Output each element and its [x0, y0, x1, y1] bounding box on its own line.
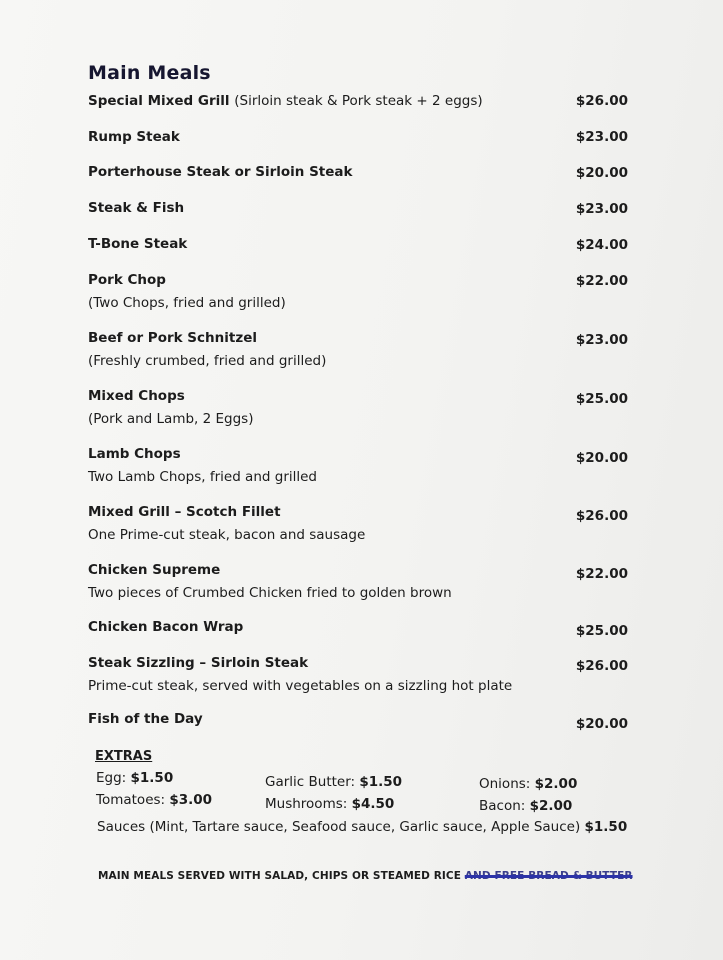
menu-item-price: $24.00	[575, 237, 628, 253]
extra-label: Egg:	[96, 770, 127, 786]
extra-label: Onions:	[479, 776, 531, 792]
menu-item	[88, 445, 628, 486]
serving-note	[98, 870, 633, 882]
menu-item-name: Chicken Supreme	[88, 562, 221, 578]
menu-item	[88, 128, 628, 146]
menu-item-name-text: Special Mixed Grill	[88, 93, 230, 109]
serving-note-text: MAIN MEALS SERVED WITH SALAD, CHIPS OR STEAMED RICE	[98, 870, 461, 882]
menu-item-name: Lamb Chops	[88, 446, 181, 462]
extra-item	[96, 770, 173, 786]
extra-price: $2.00	[534, 776, 578, 792]
extra-label: Mushrooms:	[265, 796, 348, 812]
menu-item-name: Porterhouse Steak or Sirloin Steak	[88, 164, 353, 180]
menu-item-name: Beef or Pork Schnitzel	[88, 330, 257, 346]
menu-item-description: (Two Chops, fried and grilled)	[88, 295, 286, 311]
menu-item	[88, 271, 628, 312]
menu-item	[88, 387, 628, 428]
menu-item-price: $22.00	[575, 566, 628, 582]
menu-item-name: Mixed Grill – Scotch Fillet	[88, 504, 281, 520]
menu-item-description: (Pork and Lamb, 2 Eggs)	[88, 411, 254, 427]
menu-item-price: $23.00	[575, 129, 628, 145]
extra-item	[96, 792, 212, 808]
menu-item-name: Steak & Fish	[88, 200, 185, 216]
serving-note-struck-text: AND FREE BREAD & BUTTER	[464, 870, 633, 882]
menu-item-name: Steak Sizzling – Sirloin Steak	[88, 655, 309, 671]
extra-price: $1.50	[130, 770, 174, 786]
menu-item-name: Chicken Bacon Wrap	[88, 619, 244, 635]
menu-item-price: $25.00	[575, 391, 628, 407]
menu-item-name: T-Bone Steak	[88, 236, 188, 252]
extra-price: $4.50	[351, 796, 395, 812]
menu-item	[88, 503, 628, 544]
menu-item-price: $23.00	[575, 201, 628, 217]
extra-item	[479, 776, 577, 792]
extra-label: Sauces (Mint, Tartare sauce, Seafood sauce, Garlic sauce, Apple Sauce)	[97, 819, 581, 835]
menu-item	[88, 199, 628, 217]
extra-price: $2.00	[529, 798, 573, 814]
extra-price: $3.00	[169, 792, 213, 808]
menu-item-price: $20.00	[575, 165, 628, 181]
menu-item-price: $26.00	[575, 658, 628, 674]
extra-label: Tomatoes:	[96, 792, 166, 808]
menu-item	[88, 329, 628, 370]
menu-item	[88, 163, 628, 181]
extra-label: Bacon:	[479, 798, 526, 814]
menu-item-price: $22.00	[575, 273, 628, 289]
extra-item	[479, 798, 572, 814]
menu-item-description: (Freshly crumbed, fried and grilled)	[88, 353, 327, 369]
menu-item-price: $26.00	[575, 93, 628, 109]
extra-price: $1.50	[359, 774, 403, 790]
menu-item-description: Two pieces of Crumbed Chicken fried to golden brown	[88, 585, 452, 601]
menu-item-name: Pork Chop	[88, 272, 166, 288]
menu-item-name: Fish of the Day	[88, 711, 203, 727]
menu-item	[88, 654, 628, 695]
menu-title: Main Meals	[88, 62, 211, 84]
extra-label: Garlic Butter:	[265, 774, 356, 790]
menu-item-price: $20.00	[575, 716, 628, 732]
menu-item-name	[88, 92, 628, 110]
extra-price: $1.50	[584, 819, 628, 835]
menu-item	[88, 92, 628, 110]
menu-item-description: Two Lamb Chops, fried and grilled	[88, 469, 317, 485]
menu-item-name: Mixed Chops	[88, 388, 185, 404]
menu-item-price: $25.00	[575, 623, 628, 639]
menu-item	[88, 235, 628, 253]
menu-item-note: (Sirloin steak & Pork steak + 2 eggs)	[234, 93, 483, 109]
menu-item-description: Prime-cut steak, served with vegetables on a sizzling hot plate	[88, 678, 513, 694]
menu-item-description: One Prime-cut steak, bacon and sausage	[88, 527, 366, 543]
menu-item	[88, 618, 628, 639]
extra-item	[265, 774, 402, 790]
menu-item	[88, 561, 628, 602]
extra-item	[265, 796, 394, 812]
extra-item-sauces	[97, 819, 627, 835]
extras-heading: EXTRAS	[95, 749, 153, 764]
menu-item	[88, 710, 628, 732]
menu-item-price: $20.00	[575, 450, 628, 466]
menu-item-price: $26.00	[575, 508, 628, 524]
menu-item-name: Rump Steak	[88, 129, 180, 145]
menu-item-price: $23.00	[575, 332, 628, 348]
